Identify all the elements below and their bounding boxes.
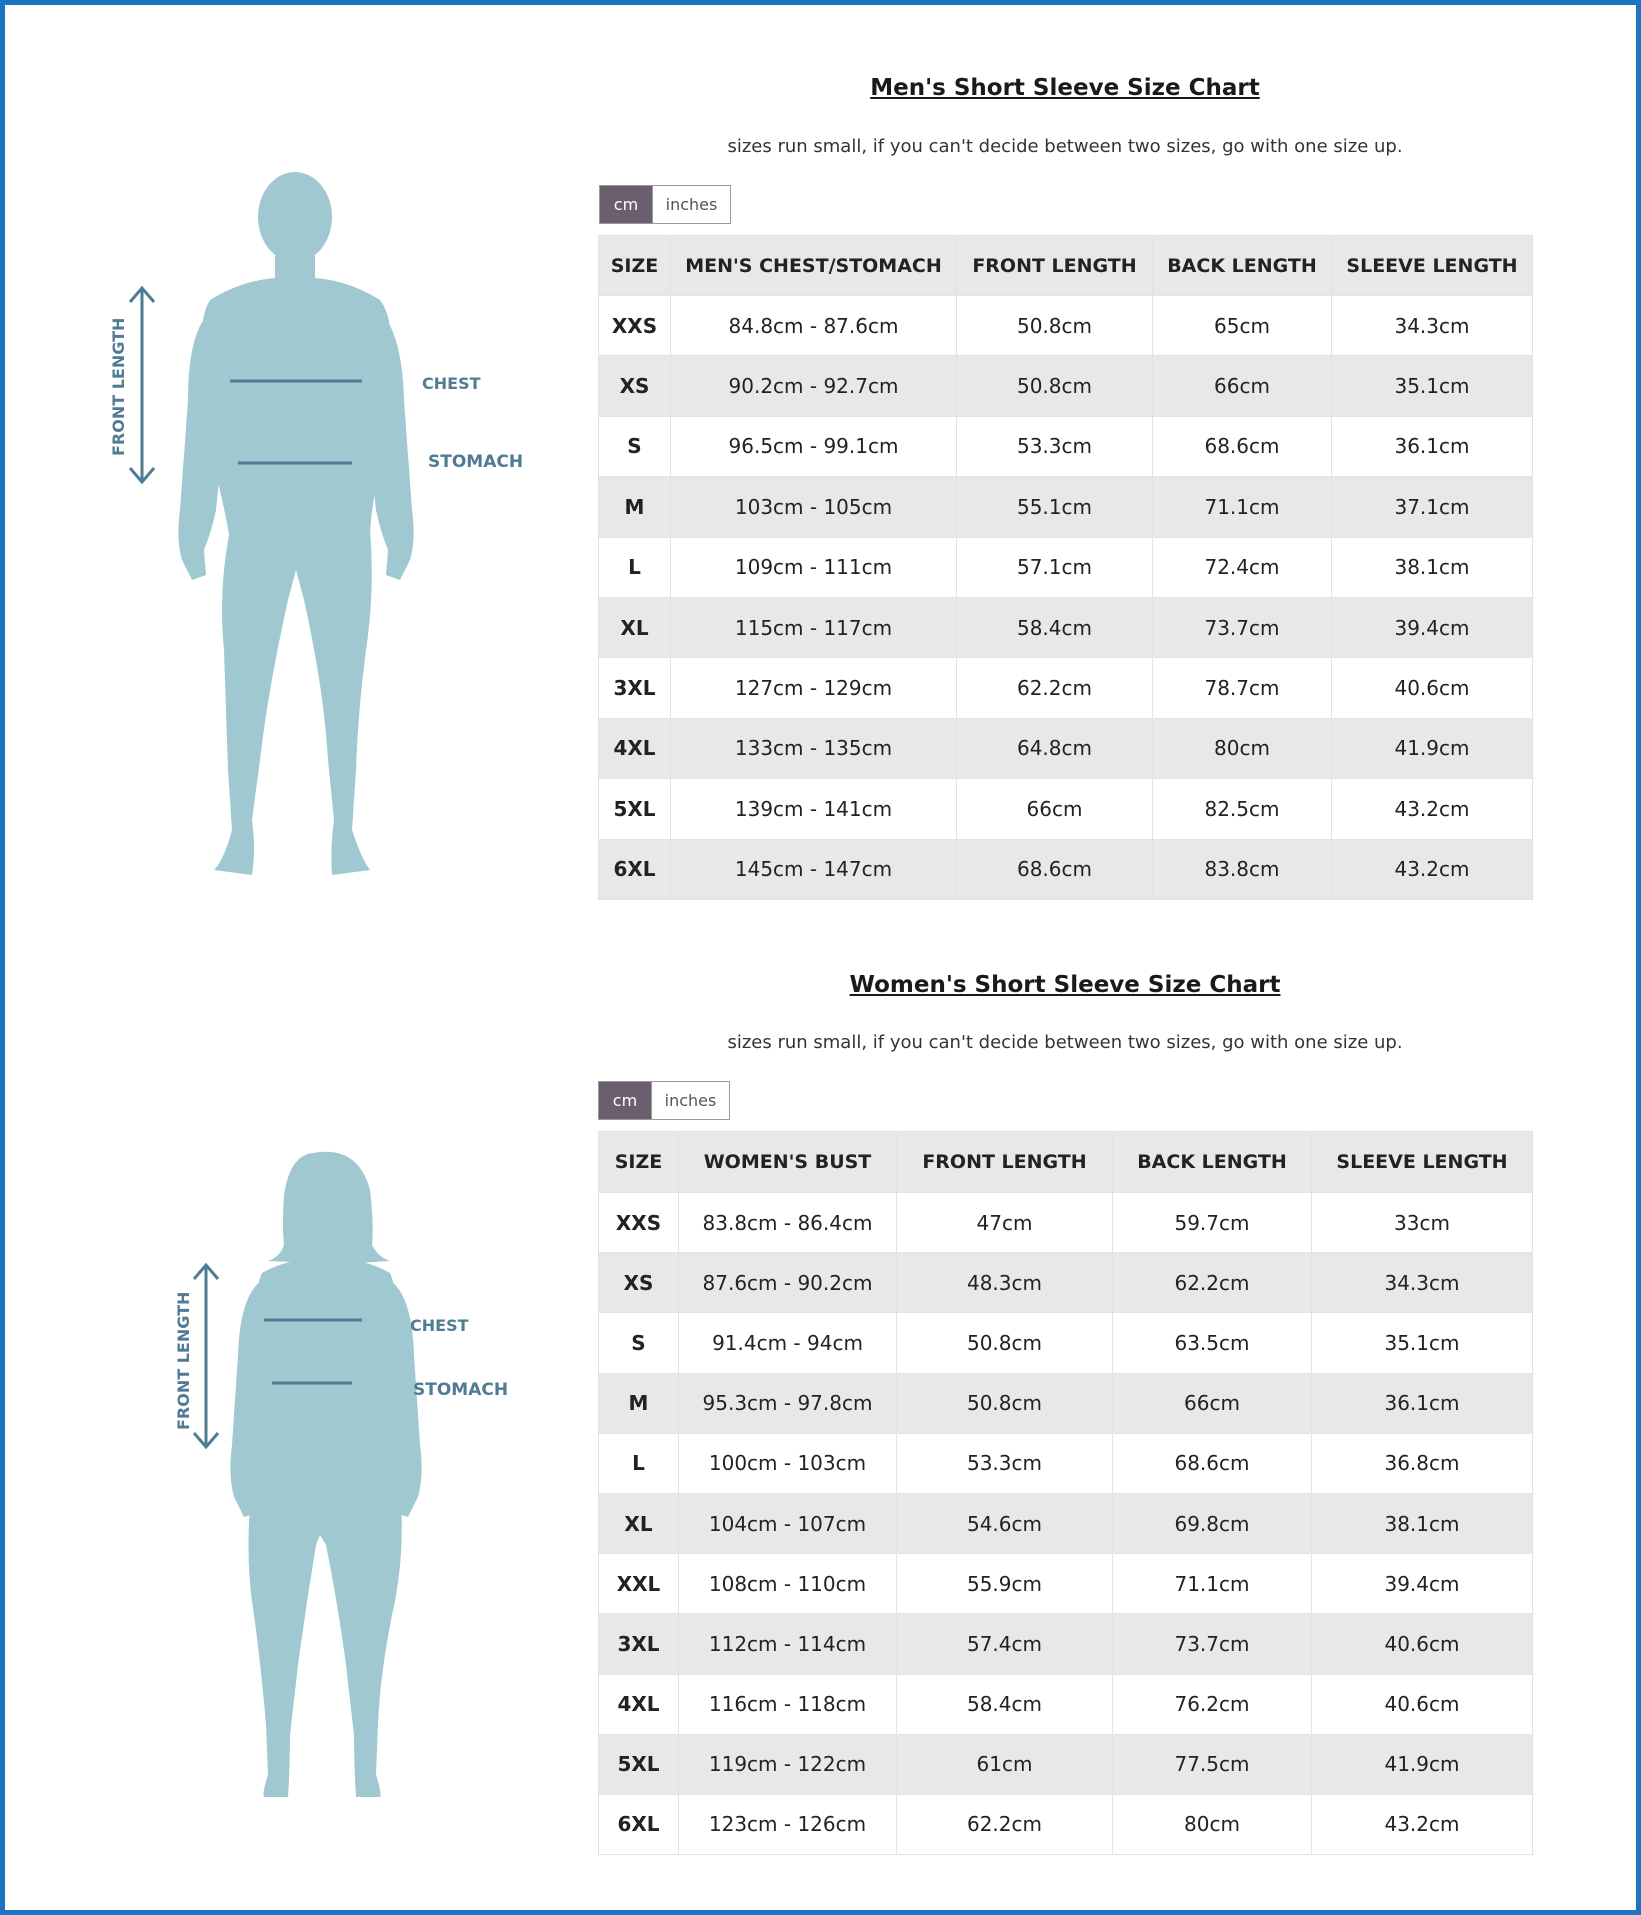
women-col-front-length: FRONT LENGTH xyxy=(897,1132,1113,1193)
measurement-cell: 40.6cm xyxy=(1312,1674,1533,1734)
measurement-cell: 83.8cm xyxy=(1153,839,1332,899)
measurement-cell: 55.9cm xyxy=(897,1554,1113,1614)
men-chart-title: Men's Short Sleeve Size Chart xyxy=(870,75,1260,101)
measurement-cell: 34.3cm xyxy=(1332,296,1533,356)
men-col-back-length: BACK LENGTH xyxy=(1153,236,1332,296)
measurement-cell: 66cm xyxy=(1153,356,1332,416)
table-row xyxy=(599,356,1533,416)
measurement-cell: 47cm xyxy=(897,1193,1113,1253)
measurement-cell: 78.7cm xyxy=(1153,658,1332,718)
size-cell: XL xyxy=(599,597,671,657)
measurement-cell: 37.1cm xyxy=(1332,477,1533,537)
measurement-cell: 71.1cm xyxy=(1153,477,1332,537)
men-col-sleeve-length: SLEEVE LENGTH xyxy=(1332,236,1533,296)
men-stomach-label: STOMACH xyxy=(428,452,524,472)
measurement-cell: 63.5cm xyxy=(1113,1313,1312,1373)
men-figure xyxy=(100,170,540,890)
men-table-header-row xyxy=(599,236,1533,296)
measurement-cell: 90.2cm - 92.7cm xyxy=(671,356,957,416)
table-row xyxy=(599,779,1533,839)
men-unit-toggle xyxy=(599,185,731,224)
measurement-cell: 87.6cm - 90.2cm xyxy=(679,1253,897,1313)
table-row xyxy=(599,1253,1533,1313)
men-size-table xyxy=(598,235,1533,900)
measurement-cell: 64.8cm xyxy=(957,718,1153,778)
table-row xyxy=(599,1554,1533,1614)
men-col-size: SIZE xyxy=(599,236,671,296)
measurement-cell: 133cm - 135cm xyxy=(671,718,957,778)
table-row xyxy=(599,1493,1533,1553)
women-col-back-length: BACK LENGTH xyxy=(1113,1132,1312,1193)
size-cell: XXS xyxy=(599,1193,679,1253)
measurement-cell: 77.5cm xyxy=(1113,1734,1312,1794)
measurement-cell: 41.9cm xyxy=(1332,718,1533,778)
measurement-cell: 73.7cm xyxy=(1113,1614,1312,1674)
size-cell: 4XL xyxy=(599,718,671,778)
women-chest-label: CHEST xyxy=(410,1316,469,1335)
measurement-cell: 108cm - 110cm xyxy=(679,1554,897,1614)
measurement-cell: 109cm - 111cm xyxy=(671,537,957,597)
measurement-cell: 139cm - 141cm xyxy=(671,779,957,839)
measurement-cell: 96.5cm - 99.1cm xyxy=(671,416,957,476)
women-chart-subtitle: sizes run small, if you can't decide between two sizes, go with one size up. xyxy=(727,1032,1403,1053)
measurement-cell: 50.8cm xyxy=(957,356,1153,416)
measurement-cell: 59.7cm xyxy=(1113,1193,1312,1253)
men-col-front-length: FRONT LENGTH xyxy=(957,236,1153,296)
table-row xyxy=(599,658,1533,718)
measurement-cell: 112cm - 114cm xyxy=(679,1614,897,1674)
table-row xyxy=(599,1373,1533,1433)
table-row xyxy=(599,1614,1533,1674)
women-front-length-label: FRONT LENGTH xyxy=(174,1291,193,1430)
measurement-cell: 68.6cm xyxy=(1153,416,1332,476)
measurement-cell: 76.2cm xyxy=(1113,1674,1312,1734)
measurement-cell: 68.6cm xyxy=(1113,1433,1312,1493)
table-row xyxy=(599,1433,1533,1493)
measurement-cell: 50.8cm xyxy=(957,296,1153,356)
size-cell: M xyxy=(599,1373,679,1433)
measurement-cell: 61cm xyxy=(897,1734,1113,1794)
men-chart-subtitle: sizes run small, if you can't decide between two sizes, go with one size up. xyxy=(727,136,1403,157)
measurement-cell: 82.5cm xyxy=(1153,779,1332,839)
table-row xyxy=(599,839,1533,899)
measurement-cell: 116cm - 118cm xyxy=(679,1674,897,1734)
women-size-table xyxy=(598,1131,1533,1855)
measurement-cell: 43.2cm xyxy=(1312,1794,1533,1854)
men-front-length-label: FRONT LENGTH xyxy=(109,317,128,456)
size-cell: 3XL xyxy=(599,658,671,718)
table-row xyxy=(599,1794,1533,1854)
measurement-cell: 80cm xyxy=(1113,1794,1312,1854)
measurement-cell: 53.3cm xyxy=(897,1433,1113,1493)
measurement-cell: 69.8cm xyxy=(1113,1493,1312,1553)
table-row xyxy=(599,477,1533,537)
women-col-size: SIZE xyxy=(599,1132,679,1193)
measurement-cell: 35.1cm xyxy=(1312,1313,1533,1373)
measurement-cell: 33cm xyxy=(1312,1193,1533,1253)
table-row xyxy=(599,1674,1533,1734)
men-chest-label: CHEST xyxy=(422,374,481,393)
measurement-cell: 123cm - 126cm xyxy=(679,1794,897,1854)
measurement-cell: 39.4cm xyxy=(1312,1554,1533,1614)
measurement-cell: 66cm xyxy=(957,779,1153,839)
women-col-bust: WOMEN'S BUST xyxy=(679,1132,897,1193)
measurement-cell: 40.6cm xyxy=(1312,1614,1533,1674)
men-col-chest: MEN'S CHEST/STOMACH xyxy=(671,236,957,296)
measurement-cell: 48.3cm xyxy=(897,1253,1113,1313)
size-cell: 5XL xyxy=(599,1734,679,1794)
size-cell: 5XL xyxy=(599,779,671,839)
measurement-cell: 62.2cm xyxy=(1113,1253,1312,1313)
measurement-cell: 103cm - 105cm xyxy=(671,477,957,537)
table-row xyxy=(599,296,1533,356)
women-table-header-row xyxy=(599,1132,1533,1193)
size-cell: XXS xyxy=(599,296,671,356)
women-col-sleeve-length: SLEEVE LENGTH xyxy=(1312,1132,1533,1193)
table-row xyxy=(599,537,1533,597)
measurement-cell: 38.1cm xyxy=(1332,537,1533,597)
measurement-cell: 36.1cm xyxy=(1312,1373,1533,1433)
measurement-cell: 36.8cm xyxy=(1312,1433,1533,1493)
women-chart-title: Women's Short Sleeve Size Chart xyxy=(849,972,1281,998)
measurement-cell: 145cm - 147cm xyxy=(671,839,957,899)
measurement-cell: 68.6cm xyxy=(957,839,1153,899)
measurement-cell: 127cm - 129cm xyxy=(671,658,957,718)
men-unit-inches-button[interactable]: inches xyxy=(652,186,730,223)
measurement-cell: 34.3cm xyxy=(1312,1253,1533,1313)
measurement-cell: 95.3cm - 97.8cm xyxy=(679,1373,897,1433)
table-row xyxy=(599,597,1533,657)
measurement-cell: 36.1cm xyxy=(1332,416,1533,476)
size-cell: L xyxy=(599,1433,679,1493)
measurement-cell: 35.1cm xyxy=(1332,356,1533,416)
table-row xyxy=(599,718,1533,778)
measurement-cell: 62.2cm xyxy=(897,1794,1113,1854)
size-cell: 3XL xyxy=(599,1614,679,1674)
table-row xyxy=(599,1193,1533,1253)
measurement-cell: 100cm - 103cm xyxy=(679,1433,897,1493)
measurement-cell: 38.1cm xyxy=(1312,1493,1533,1553)
women-stomach-label: STOMACH xyxy=(413,1380,509,1400)
measurement-cell: 66cm xyxy=(1113,1373,1312,1433)
size-cell: XS xyxy=(599,356,671,416)
table-row xyxy=(599,1734,1533,1794)
measurement-cell: 80cm xyxy=(1153,718,1332,778)
measurement-cell: 53.3cm xyxy=(957,416,1153,476)
size-cell: S xyxy=(599,416,671,476)
measurement-cell: 43.2cm xyxy=(1332,779,1533,839)
measurement-cell: 91.4cm - 94cm xyxy=(679,1313,897,1373)
measurement-cell: 83.8cm - 86.4cm xyxy=(679,1193,897,1253)
measurement-cell: 55.1cm xyxy=(957,477,1153,537)
measurement-cell: 72.4cm xyxy=(1153,537,1332,597)
size-cell: XXL xyxy=(599,1554,679,1614)
measurement-cell: 62.2cm xyxy=(957,658,1153,718)
size-cell: L xyxy=(599,537,671,597)
size-cell: XL xyxy=(599,1493,679,1553)
measurement-cell: 50.8cm xyxy=(897,1373,1113,1433)
measurement-cell: 65cm xyxy=(1153,296,1332,356)
size-cell: XS xyxy=(599,1253,679,1313)
size-cell: 6XL xyxy=(599,1794,679,1854)
measurement-cell: 50.8cm xyxy=(897,1313,1113,1373)
measurement-cell: 40.6cm xyxy=(1332,658,1533,718)
measurement-cell: 84.8cm - 87.6cm xyxy=(671,296,957,356)
measurement-cell: 54.6cm xyxy=(897,1493,1113,1553)
measurement-cell: 73.7cm xyxy=(1153,597,1332,657)
measurement-cell: 119cm - 122cm xyxy=(679,1734,897,1794)
table-row xyxy=(599,1313,1533,1373)
measurement-cell: 57.4cm xyxy=(897,1614,1113,1674)
size-cell: 6XL xyxy=(599,839,671,899)
men-unit-cm-button[interactable]: cm xyxy=(600,186,652,223)
measurement-cell: 39.4cm xyxy=(1332,597,1533,657)
measurement-cell: 57.1cm xyxy=(957,537,1153,597)
measurement-cell: 58.4cm xyxy=(897,1674,1113,1734)
measurement-cell: 115cm - 117cm xyxy=(671,597,957,657)
women-unit-toggle xyxy=(598,1081,730,1120)
measurement-cell: 58.4cm xyxy=(957,597,1153,657)
women-unit-inches-button[interactable]: inches xyxy=(651,1082,729,1119)
size-cell: 4XL xyxy=(599,1674,679,1734)
measurement-cell: 43.2cm xyxy=(1332,839,1533,899)
measurement-cell: 71.1cm xyxy=(1113,1554,1312,1614)
women-figure xyxy=(160,1145,560,1805)
women-unit-cm-button[interactable]: cm xyxy=(599,1082,651,1119)
table-row xyxy=(599,416,1533,476)
size-cell: M xyxy=(599,477,671,537)
size-cell: S xyxy=(599,1313,679,1373)
measurement-cell: 104cm - 107cm xyxy=(679,1493,897,1553)
measurement-cell: 41.9cm xyxy=(1312,1734,1533,1794)
